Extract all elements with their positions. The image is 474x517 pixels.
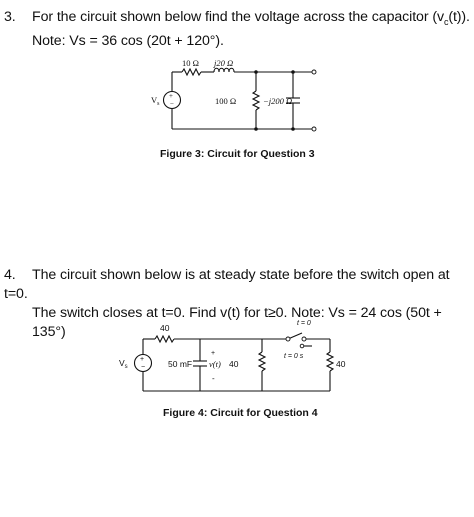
question-3-line1-suffix: (t)). [448, 9, 470, 25]
fig4-switch-label-top: t = 0 [297, 320, 311, 327]
fig4-minus-label: - [212, 374, 215, 383]
fig4-switch-contact-a [286, 337, 290, 341]
fig4-switch-contact-c [300, 344, 304, 348]
question-4-line1: The circuit shown below is at steady state before the switch open at t=0. [4, 267, 450, 302]
question-3-line1-subscript: c [443, 16, 449, 27]
fig4-switch-label-mid: t = 0 s [284, 353, 304, 360]
fig4-resistor-top [155, 336, 174, 342]
fig4-switch-contact-b [302, 337, 306, 341]
figure-4-caption: Figure 4: Circuit for Question 4 [163, 407, 318, 419]
fig3-r2-label: 100 Ω [215, 96, 237, 106]
fig4-plus-label: + [211, 350, 216, 357]
fig4-source-plus: + [140, 356, 145, 363]
question-4-number: 4. [4, 267, 16, 283]
fig4-resistor-mid [259, 352, 265, 371]
fig3-source-minus: − [170, 100, 174, 108]
question-3-number: 3. [4, 9, 16, 25]
fig4-r-right-label: 40 [336, 359, 346, 369]
figure-3-caption: Figure 3: Circuit for Question 3 [160, 148, 315, 160]
fig4-cap-label: 50 mF [168, 359, 193, 369]
fig4-r-mid-label: 40 [229, 359, 239, 369]
fig4-r-top-label: 40 [160, 323, 170, 333]
question-3-note: Note: Vs = 36 cos (20t + 120°). [32, 32, 224, 49]
question-3-line1-prefix: For the circuit shown below find the voltage across the capacitor (v [32, 9, 444, 25]
fig4-resistor-right [327, 352, 333, 371]
fig3-l1-label: j20 Ω [214, 58, 234, 68]
fig4-v-label: v(t) [209, 359, 221, 369]
fig3-source-label: $V_s$ [151, 95, 160, 107]
fig3-source-plus: + [169, 92, 173, 100]
fig4-source-minus: − [141, 364, 146, 371]
question-4-line2: The switch closes at t=0. Find v(t) for t≥0. Note: Vs = 24 cos (50t + 135°) [32, 305, 442, 340]
fig3-r1-label: 10 Ω [182, 58, 199, 68]
fig4-source-label: $V_s$ [119, 358, 128, 370]
fig3-c1-label: −j200 Ω [263, 96, 293, 106]
